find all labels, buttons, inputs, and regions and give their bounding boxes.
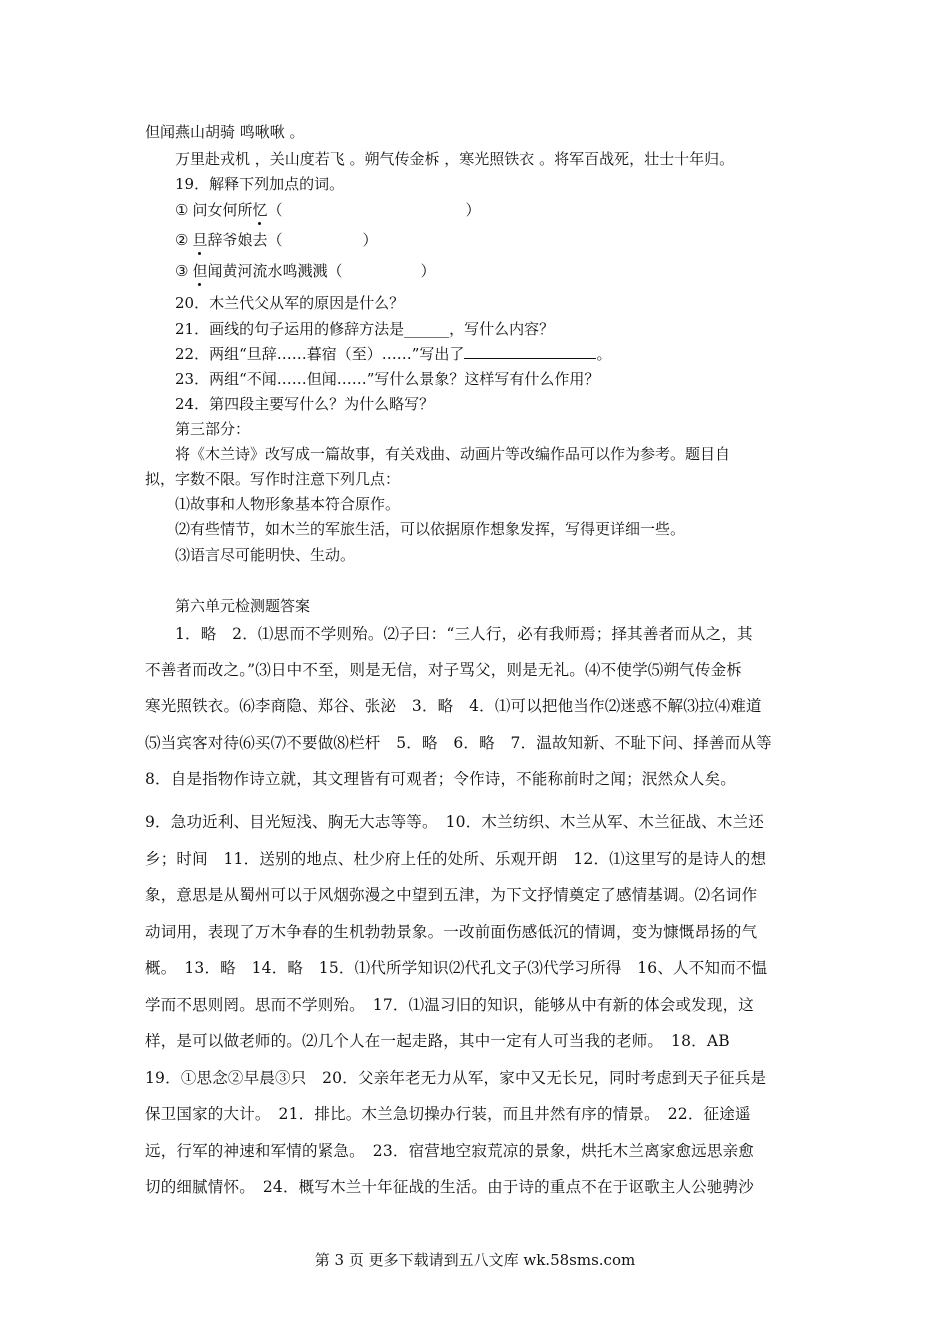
answer-line: 乡；时间 11．送别的地点、杜少府上任的处所、乐观开朗 12．⑴这里写的是诗人的想 bbox=[145, 850, 767, 868]
item-number: ① bbox=[175, 201, 189, 219]
answer-paren-close: ） bbox=[420, 262, 436, 280]
question-19-title: 19．解释下列加点的词。 bbox=[175, 175, 345, 193]
part-3-intro-line-1: 将《木兰诗》改写成一篇故事，有关戏曲、动画片等改编作品可以作为参考。题目自 bbox=[175, 445, 731, 463]
page-footer: 第 3 页 更多下载请到五八文库 wk.58sms.com bbox=[314, 1251, 636, 1269]
part-3-requirement-1: ⑴故事和人物形象基本符合原作。 bbox=[175, 495, 401, 513]
question-23: 23．两组“不闻……但闻……”写什么景象？这样写有什么作用？ bbox=[175, 370, 600, 388]
answer-line: 样，是可以做老师的。⑵几个人在一起走路，其中一定有人可当我的老师。 18．AB bbox=[145, 1032, 730, 1050]
item-text: 辞爷娘去（ bbox=[207, 231, 283, 249]
question-24: 24．第四段主要写什么？为什么略写？ bbox=[175, 395, 435, 413]
answer-line: 1．略 2．⑴思而不学则殆。⑵子曰：“三人行，必有我师焉；择其善者而从之，其 bbox=[175, 625, 753, 643]
question-19-item-2 bbox=[175, 230, 378, 250]
answer-line: 远，行军的神速和军情的紧急。 23．宿营地空寂荒凉的景象，烘托木兰离家愈远思亲愈 bbox=[145, 1142, 754, 1160]
answer-line: 切的细腻情怀。 24．概写木兰十年征战的生活。由于诗的重点不在于讴歌主人公驰骋沙 bbox=[145, 1178, 754, 1196]
answer-line: 象，意思是从蜀州可以于风烟弥漫之中望到五津，为下文抒情奠定了感情基调。⑵名词作 bbox=[145, 886, 758, 904]
answer-line: 寒光照铁衣。⑹李商隐、郑谷、张泌 3．略 4．⑴可以把他当作⑵迷惑不解⑶拉⑷难道 bbox=[145, 697, 762, 715]
answer-line: 8．自是指物作诗立就，其文理皆有可观者；令作诗，不能称前时之闻；泯然众人矣。 bbox=[145, 770, 736, 788]
answer-line: 19．①思念②早晨③只 20．父亲年老无力从军，家中又无长兄，同时考虑到天子征兵是 bbox=[145, 1069, 767, 1087]
question-22-end: 。 bbox=[596, 345, 612, 363]
answer-line: 不善者而改之。”⑶日中不至，则是无信，对子骂父，则是无礼。⑷不使学⑸朔气传金柝 bbox=[145, 661, 742, 679]
answers-title: 第六单元检测题答案 bbox=[175, 597, 311, 615]
part-3-requirement-2: ⑵有些情节，如木兰的军旅生活，可以依据原作想象发挥，写得更详细一些。 bbox=[175, 520, 686, 538]
part-3-heading: 第三部分： bbox=[175, 420, 251, 438]
question-19-item-1 bbox=[175, 200, 481, 220]
answer-paren-close: ） bbox=[362, 231, 378, 249]
item-number: ② bbox=[175, 231, 189, 249]
answer-line: 保卫国家的大计。 21．排比。木兰急切操办行装，而且井然有序的情景。 22．征途遥 bbox=[145, 1105, 751, 1123]
item-text: 闻黄河流水鸣溅溅（ bbox=[207, 262, 343, 280]
answer-line: 动词用，表现了万木争春的生机勃勃景象。一改前面伤感低沉的情调，变为慷慨昂扬的气 bbox=[145, 923, 758, 941]
question-22-text: 22．两组“旦辞……暮宿（至）……”写出了 bbox=[175, 345, 465, 363]
item-text: （ bbox=[267, 201, 283, 219]
answer-line: 概。 13．略 14．略 15．⑴代所学知识⑵代孔文子⑶代学习所得 16、人不知而不愠 bbox=[145, 959, 768, 977]
poem-line-1: 但闻燕山胡骑 鸣啾啾 。 bbox=[145, 123, 305, 141]
dotted-word: 但 bbox=[192, 262, 208, 280]
item-number: ③ bbox=[175, 262, 189, 280]
question-19-item-3 bbox=[175, 261, 436, 281]
item-text: 问女何所 bbox=[192, 201, 253, 219]
answer-line: 9．急功近利、目光短浅、胸无大志等等。 10．木兰纺织、木兰从军、木兰征战、木兰还 bbox=[145, 813, 765, 831]
answer-blank bbox=[464, 344, 596, 359]
question-20: 20．木兰代父从军的原因是什么？ bbox=[175, 294, 405, 312]
answer-paren-close: ） bbox=[465, 201, 481, 219]
poem-line-2: 万里赴戎机 ，关山度若飞 。朔气传金柝 ，寒光照铁衣 。将军百战死，壮士十年归。 bbox=[175, 150, 735, 168]
question-22 bbox=[175, 344, 611, 364]
part-3-intro-line-2: 拟，字数不限。写作时注意下列几点： bbox=[145, 470, 401, 488]
answer-line: ⑸当宾客对待⑹买⑺不要做⑻栏杆 5．略 6．略 7．温故知新、不耻下问、择善而从等 bbox=[145, 734, 772, 752]
part-3-requirement-3: ⑶语言尽可能明快、生动。 bbox=[175, 546, 356, 564]
dotted-word: 旦 bbox=[192, 231, 208, 249]
dotted-word: 忆 bbox=[252, 201, 268, 219]
answer-line: 学而不思则罔。思而不学则殆。 17．⑴温习旧的知识，能够从中有新的体会或发现，这 bbox=[145, 996, 754, 1014]
question-21: 21．画线的句子运用的修辞方法是______，写什么内容？ bbox=[175, 320, 555, 338]
